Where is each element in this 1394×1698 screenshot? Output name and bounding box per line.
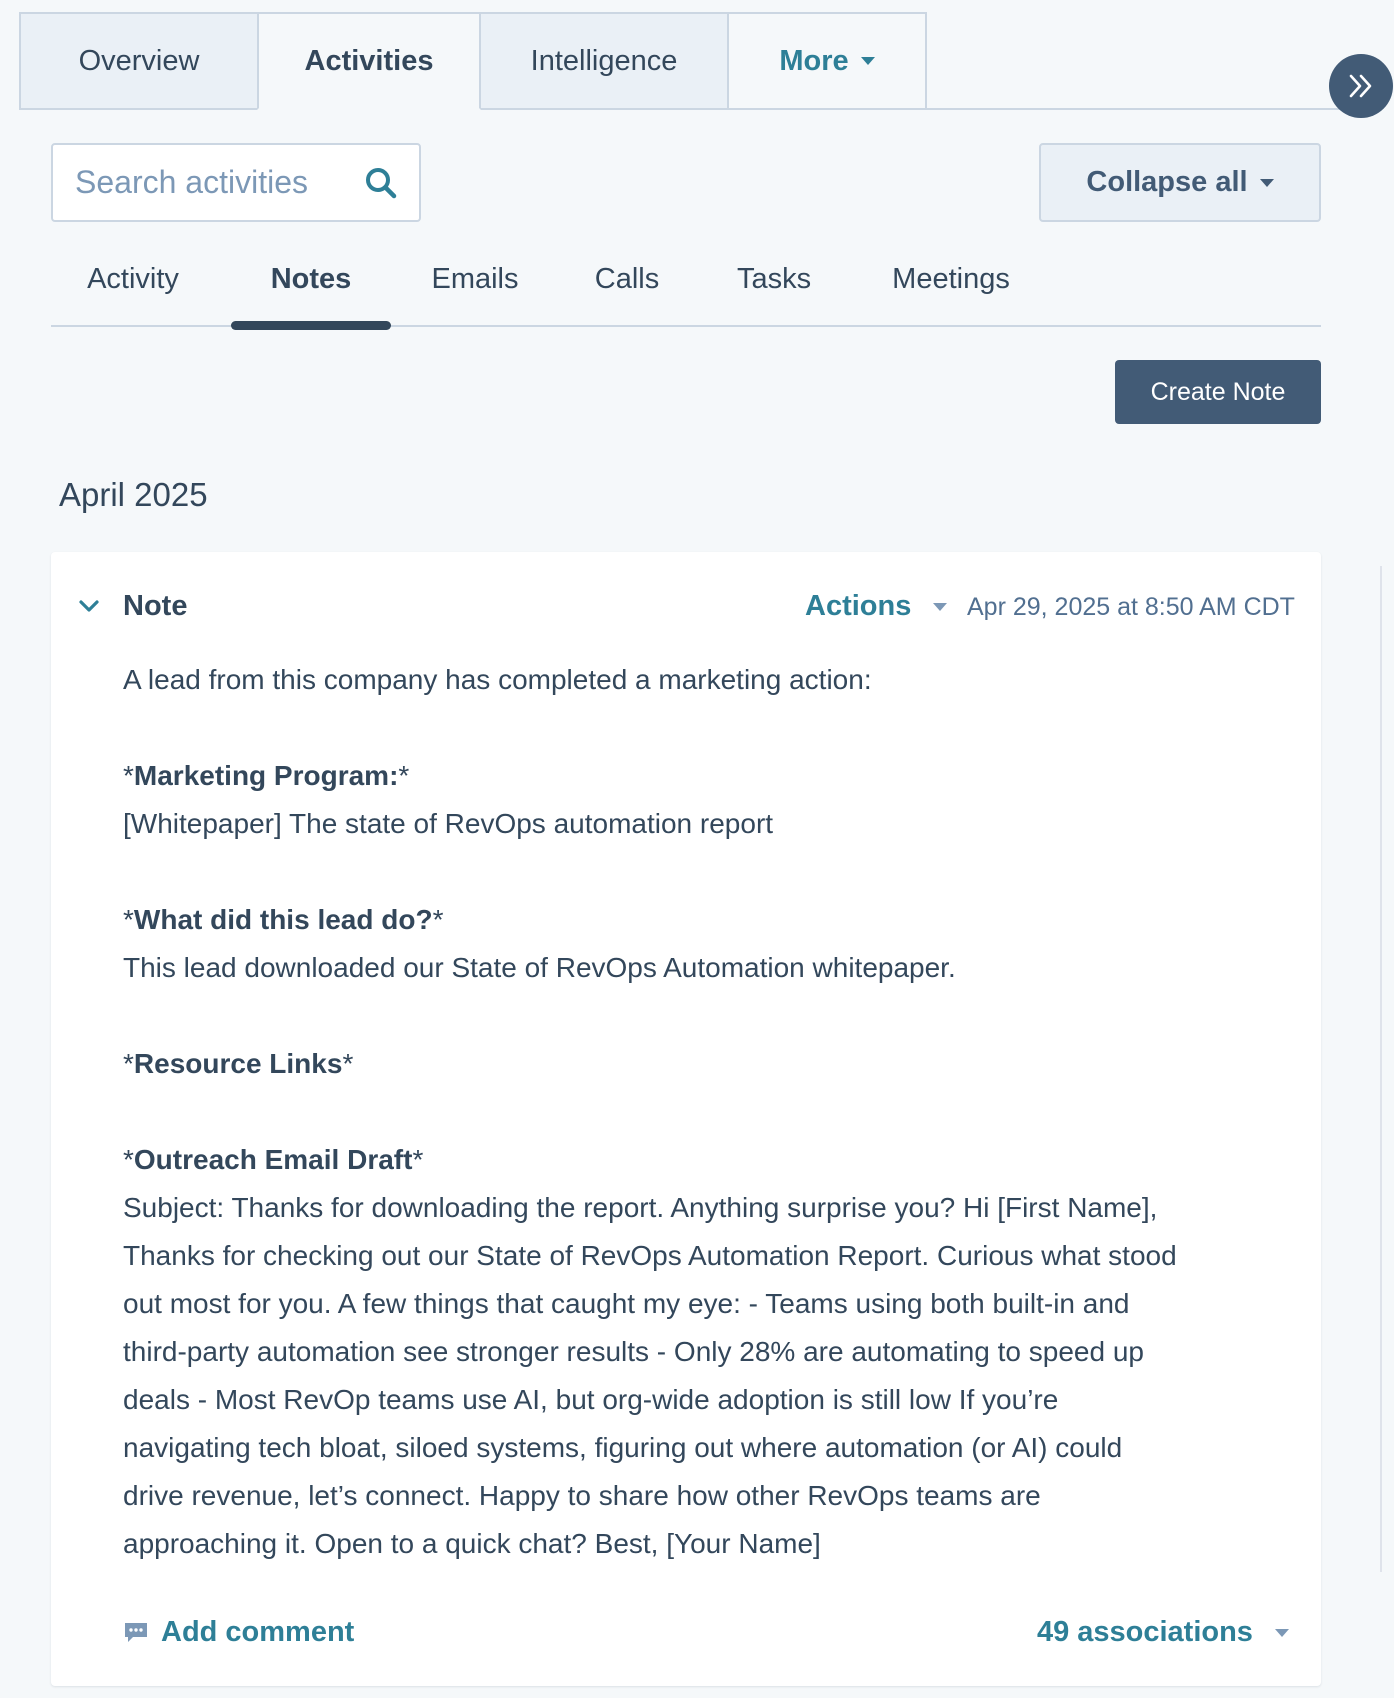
tab-calls[interactable] <box>595 246 659 312</box>
scrollbar-edge <box>1380 566 1382 1572</box>
tab-notes-label: Notes <box>270 262 352 295</box>
outreach-line: Subject: Thanks for downloading the report. Anything surprise you? Hi [First Name], <box>123 1192 1158 1223</box>
resource-links-label: Resource Links <box>133 1048 343 1079</box>
tab-activities[interactable] <box>257 12 481 110</box>
tab-activities-label: Activities <box>304 44 434 77</box>
tab-intelligence-label: Intelligence <box>530 44 678 77</box>
create-note-label: Create Note <box>1150 377 1286 406</box>
outreach-line: navigating tech bloat, siloed systems, figuring out where automation (or AI) could <box>123 1432 1123 1463</box>
marketing-program-value: [Whitepaper] The state of RevOps automation report <box>123 808 774 839</box>
chevron-down-icon <box>861 57 875 65</box>
tab-activity-label: Activity <box>87 262 179 295</box>
collapse-note-chevron-icon[interactable] <box>77 594 101 618</box>
add-comment-label: Add comment <box>161 1616 355 1648</box>
outreach-heading: *Outreach Email Draft* <box>123 1144 424 1175</box>
add-comment-link[interactable] <box>123 1616 354 1649</box>
tab-more[interactable] <box>727 12 927 110</box>
outreach-line: out most for you. A few things that caught my eye: - Teams using both built-in and <box>123 1288 1130 1319</box>
expand-sidebar-button[interactable] <box>1329 54 1393 118</box>
tab-overview-label: Overview <box>78 44 200 77</box>
comment-icon <box>123 1621 149 1645</box>
note-card <box>51 552 1321 1686</box>
chevron-down-icon <box>1275 1629 1289 1637</box>
search-box <box>51 143 421 222</box>
outreach-line: approaching it. Open to a quick chat? Best, [Your Name] <box>123 1528 821 1559</box>
note-title: Note <box>123 590 188 622</box>
tab-activity[interactable] <box>87 246 179 312</box>
double-chevron-right-icon <box>1346 71 1376 101</box>
tab-tasks[interactable] <box>737 246 811 312</box>
chevron-down-icon <box>1260 179 1274 187</box>
outreach-line: Thanks for checking out our State of RevOps Automation Report. Curious what stood <box>123 1240 1177 1271</box>
outreach-line: deals - Most RevOp teams use AI, but org-wide adoption is still low If you’re <box>123 1384 1059 1415</box>
outreach-line: drive revenue, let’s connect. Happy to share how other RevOps teams are <box>123 1480 1041 1511</box>
collapse-all-button[interactable] <box>1039 143 1321 222</box>
note-timestamp: Apr 29, 2025 at 8:50 AM CDT <box>967 593 1295 621</box>
note-body[interactable] <box>123 656 1263 1568</box>
tab-calls-label: Calls <box>594 262 660 295</box>
collapse-all-label: Collapse all <box>1086 166 1248 198</box>
tab-intelligence[interactable] <box>479 12 729 110</box>
associations-label: 49 associations <box>1036 1616 1253 1648</box>
marketing-program-label: Marketing Program: <box>133 760 399 791</box>
chevron-down-icon <box>933 603 947 611</box>
activity-filter-tabs <box>51 246 1321 328</box>
tab-meetings-label: Meetings <box>892 262 1010 295</box>
what-did-heading: *What did this lead do?* <box>123 904 444 935</box>
create-note-button[interactable] <box>1115 360 1321 424</box>
tab-emails[interactable] <box>429 246 521 312</box>
month-heading: April 2025 <box>59 476 208 513</box>
tab-meetings[interactable] <box>889 246 1013 312</box>
note-actions-label: Actions <box>805 590 912 622</box>
marketing-program-heading: *Marketing Program:* <box>123 760 410 791</box>
note-intro: A lead from this company has completed a marketing action: <box>123 664 872 695</box>
what-did-value: This lead downloaded our State of RevOps Automation whitepaper. <box>123 952 956 983</box>
top-tab-bar <box>19 12 1351 110</box>
search-input[interactable] <box>73 163 357 202</box>
outreach-line: third-party automation see stronger results - Only 28% are automating to speed up <box>123 1336 1144 1367</box>
note-actions-dropdown[interactable] <box>805 590 947 623</box>
resource-links-heading: *Resource Links* <box>123 1048 354 1079</box>
tab-tasks-label: Tasks <box>736 262 812 295</box>
outreach-label: Outreach Email Draft <box>133 1144 413 1175</box>
tab-emails-label: Emails <box>431 262 519 295</box>
search-icon[interactable] <box>363 165 399 201</box>
tab-overview[interactable] <box>19 12 259 110</box>
associations-dropdown[interactable] <box>1037 1616 1289 1649</box>
what-did-label: What did this lead do? <box>133 904 433 935</box>
tab-more-label: More <box>779 44 849 77</box>
tab-notes[interactable] <box>231 246 391 312</box>
